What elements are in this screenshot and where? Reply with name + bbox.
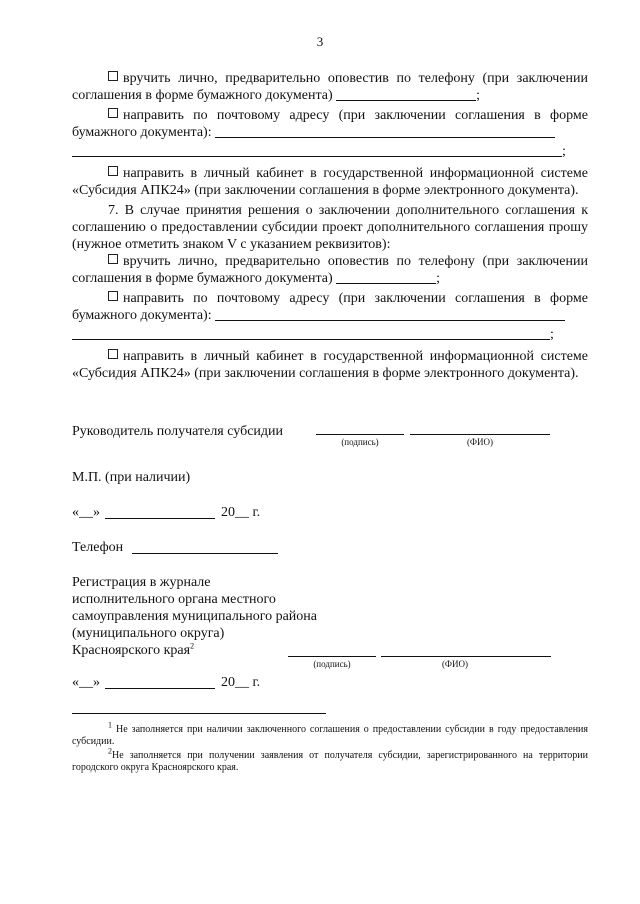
date-month-line[interactable] [105,688,215,689]
date-year: 20__ г. [221,675,261,690]
option-hand-6: вручить лично, предварительно оповестив по телефону (при заключении соглашения в форме бумажного документа) ; [72,71,588,103]
item-7: 7. В случае принятия решения о заключении дополнительного соглашения к соглашению о предоставлении субсидии проект дополнительного соглашения прошу (нужное отметить знаком V с указанием реквизитов): [72,203,588,252]
checkbox-icon[interactable] [108,291,118,301]
option-mail-6: направить по почтовому адресу (при заключении соглашения в форме бумажного документа): [72,108,588,140]
blank-line[interactable] [336,271,436,284]
registration-line: исполнительного органа местного [72,592,276,607]
footnote-1: $^1$ Не заполняется при наличии заключенного соглашения о предоставлении субсидии в году предоставления субсидии. [72,720,589,747]
option-cabinet-6: направить в личный кабинет в государственной информационной системе «Субсидия АПК24» (при заключении соглашения в форме электронного документа). [72,166,588,198]
address-blank[interactable] [72,327,550,340]
address-line-6: ; [72,143,588,160]
option-hand-7: вручить лично, предварительно оповестив по телефону (при заключении соглашения в форме бумажного документа) ; [72,254,588,286]
fio-caption: (ФИО) [466,437,494,447]
signature-line[interactable] [288,656,376,657]
registration-line: Регистрация в журнале [72,575,211,590]
phone-line[interactable] [132,553,278,554]
fio-caption: (ФИО) [441,659,469,669]
footnote-ref: 2 [190,641,195,651]
date-month-line[interactable] [105,518,215,519]
date-day: «__» [72,675,100,690]
registration-block [72,574,372,659]
registration-line: (муниципального округа) [72,626,225,641]
footnotes [72,720,589,774]
option-mail-7: направить по почтовому адресу (при заключении соглашения в форме бумажного документа): [72,291,588,323]
footnote-2: $^2$Не заполняется при получении заявления от получателя субсидии, зарегистрированного на территории городского округа Красноярского края. [72,746,588,773]
checkbox-icon[interactable] [108,71,118,81]
registration-line: самоуправления муниципального района [72,609,318,624]
checkbox-icon[interactable] [108,108,118,118]
phone-label: Телефон [72,540,124,555]
fio-line[interactable] [410,434,550,435]
signature-line[interactable] [316,434,404,435]
delivery-options-6 [72,70,588,382]
checkbox-icon[interactable] [108,349,118,359]
address-blank[interactable] [72,144,562,157]
address-blank[interactable] [215,308,565,321]
date-day: «__» [72,505,100,520]
page-number: 3 [316,34,324,49]
checkbox-icon[interactable] [108,254,118,264]
signature-caption: (подпись) [341,437,379,447]
address-blank[interactable] [215,125,555,138]
fio-line[interactable] [381,656,551,657]
checkbox-icon[interactable] [108,166,118,176]
address-line-7: ; [72,326,588,343]
signature-caption: (подпись) [313,659,351,669]
registration-line: Красноярского края$^2$ [72,641,195,658]
head-label: Руководитель получателя субсидии [72,424,284,439]
stamp-label: М.П. (при наличии) [72,470,191,485]
blank-line[interactable] [336,88,476,101]
footnote-divider [72,713,326,714]
option-cabinet-7: направить в личный кабинет в государственной информационной системе «Субсидия АПК24» (при заключении соглашения в форме электронного документа). [72,349,588,381]
date-year: 20__ г. [221,505,261,520]
